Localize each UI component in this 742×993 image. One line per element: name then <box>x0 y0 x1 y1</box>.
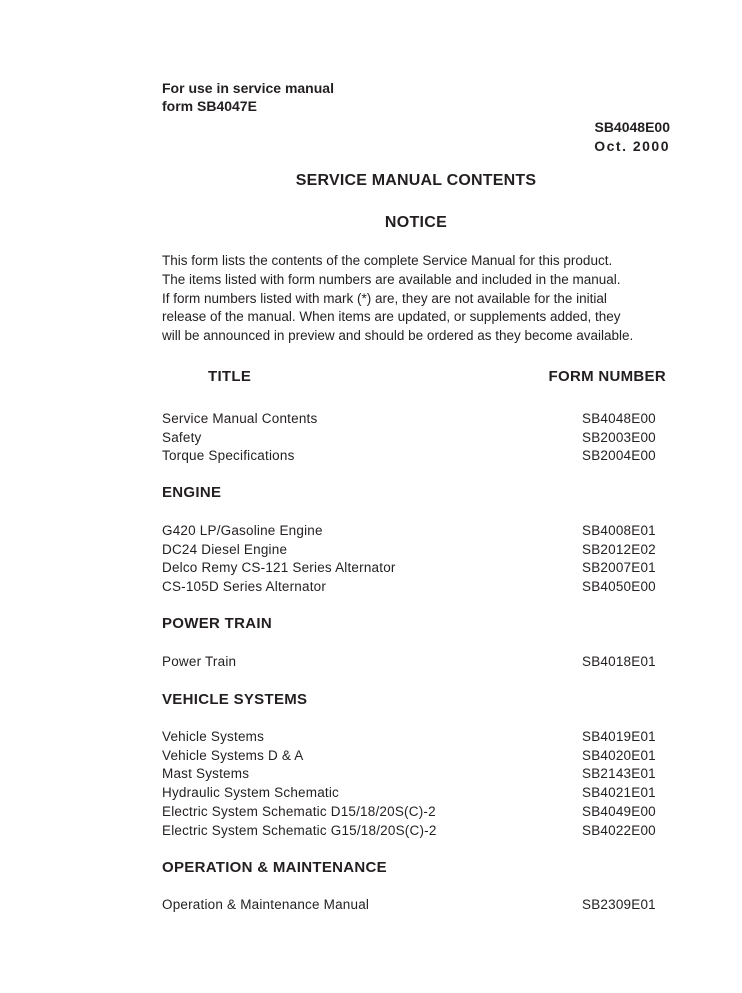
row-title: Mast Systems <box>162 766 250 782</box>
contents-row <box>162 784 662 803</box>
row-title: CS-105D Series Alternator <box>162 579 327 595</box>
row-form-number: SB4021E01 <box>582 785 656 801</box>
row-form-number: SB4022E00 <box>582 822 656 838</box>
row-form-number: SB4048E00 <box>582 411 656 426</box>
row-title: Delco Remy CS-121 Series Alternator <box>162 560 396 576</box>
row-form-number: SB2007E01 <box>582 560 656 576</box>
contents-row <box>162 410 662 429</box>
row-form-number: SB2003E00 <box>582 429 656 445</box>
row-form-number: SB2143E01 <box>582 766 656 782</box>
contents-row <box>162 429 662 448</box>
contents-row <box>162 522 662 541</box>
row-title: Torque Specifications <box>162 448 295 464</box>
row-title: Service Manual Contents <box>162 411 318 426</box>
contents-row <box>162 765 662 784</box>
row-title: Hydraulic System Schematic <box>162 785 340 801</box>
section-heading-vehicle-systems: VEHICLE SYSTEMS <box>162 691 308 708</box>
row-form-number: SB2012E02 <box>582 541 656 557</box>
row-form-number: SB4049E00 <box>582 803 656 819</box>
document-date: Oct. 2000 <box>594 138 670 154</box>
row-form-number: SB2309E01 <box>582 897 656 912</box>
row-form-number: SB4020E01 <box>582 747 656 763</box>
column-header-title: TITLE <box>208 368 252 385</box>
contents-row <box>162 803 662 822</box>
row-title: DC24 Diesel Engine <box>162 541 288 557</box>
contents-row <box>162 541 662 560</box>
section-heading-engine: ENGINE <box>162 484 222 501</box>
contents-row <box>162 559 662 578</box>
page-title: SERVICE MANUAL CONTENTS <box>295 172 537 189</box>
row-form-number: SB4018E01 <box>582 654 656 669</box>
row-title: Electric System Schematic D15/18/20S(C)-2 <box>162 803 436 819</box>
notice-line: release of the manual. When items are updated, or supplements added, they <box>162 309 621 325</box>
contents-row <box>162 578 662 597</box>
row-title: G420 LP/Gasoline Engine <box>162 523 323 538</box>
row-title: Safety <box>162 429 202 445</box>
notice-line: will be announced in preview and should be ordered as they become available. <box>162 328 634 344</box>
row-title: Operation & Maintenance Manual <box>162 897 370 912</box>
notice-line: This form lists the contents of the complete Service Manual for this product. <box>162 253 613 268</box>
for-use-note <box>162 79 334 115</box>
row-title: Vehicle Systems D & A <box>162 747 304 763</box>
power-train-list <box>162 653 662 672</box>
contents-row <box>162 653 662 672</box>
contents-row <box>162 728 662 747</box>
row-form-number: SB4019E01 <box>582 729 656 744</box>
section-heading-power-train: POWER TRAIN <box>162 615 272 632</box>
engine-list <box>162 522 662 597</box>
section-heading-operation-maintenance: OPERATION & MAINTENANCE <box>162 859 387 876</box>
row-title: Vehicle Systems <box>162 729 265 744</box>
for-use-line-1: For use in service manual <box>162 80 334 96</box>
column-header-form-number: FORM NUMBER <box>548 368 666 385</box>
notice-heading: NOTICE <box>384 214 448 231</box>
row-form-number: SB4008E01 <box>582 523 656 538</box>
row-form-number: SB2004E00 <box>582 448 656 464</box>
contents-row <box>162 822 662 841</box>
notice-line: The items listed with form numbers are available and included in the manual. <box>162 271 621 287</box>
contents-row <box>162 896 662 915</box>
row-form-number: SB4050E00 <box>582 579 656 595</box>
document-form-number: SB4048E00 <box>594 119 670 135</box>
for-use-line-2: form SB4047E <box>162 98 257 114</box>
contents-row <box>162 747 662 766</box>
operation-maintenance-list <box>162 896 662 915</box>
document-id-block <box>594 118 670 156</box>
contents-row <box>162 447 662 466</box>
vehicle-systems-list <box>162 728 662 840</box>
row-title: Power Train <box>162 654 237 669</box>
notice-line: If form numbers listed with mark (*) are, they are not available for the initial <box>162 290 607 306</box>
notice-paragraph <box>162 252 682 346</box>
general-list <box>162 410 662 466</box>
row-title: Electric System Schematic G15/18/20S(C)-2 <box>162 822 437 838</box>
